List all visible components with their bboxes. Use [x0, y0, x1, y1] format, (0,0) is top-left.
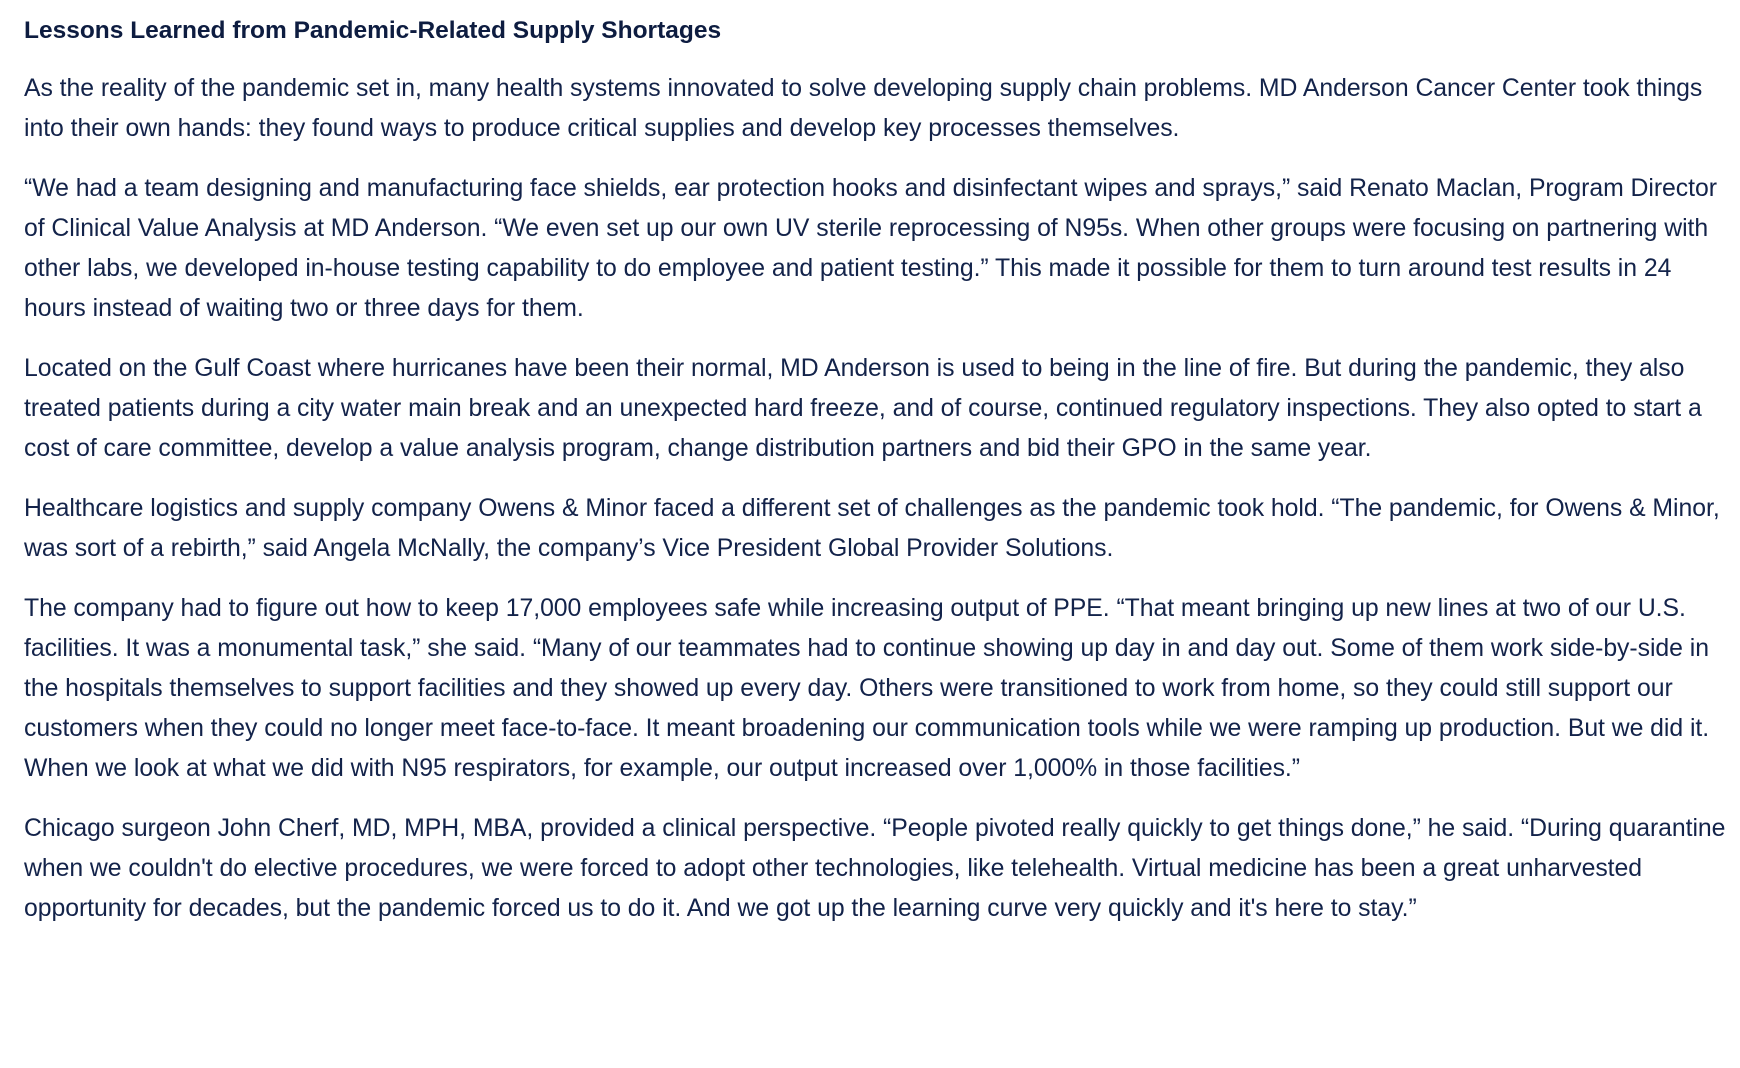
article-heading: Lessons Learned from Pandemic-Related Supply Shortages — [24, 17, 722, 44]
article-paragraph-4: Healthcare logistics and supply company Owens & Minor faced a different set of challenges as the pandemic took hold. “The pandemic, for Owens & Minor, was sort of a rebirth,” said Angela McNally, the company’s Vice President Global Provider Solutions. — [24, 495, 1720, 562]
article-paragraph-1: As the reality of the pandemic set in, many health systems innovated to solve developing supply chain problems. MD Anderson Cancer Center took things into their own hands: they found ways to produce critical supplies and develop key processes themselves. — [24, 75, 1703, 142]
article-paragraph-3: Located on the Gulf Coast where hurricanes have been their normal, MD Anderson is used to being in the line of fire. But during the pandemic, they also treated patients during a city water main break and an unexpected hard freeze, and of course, continued regulatory inspections. They also opted to start a cost of care committee, develop a value analysis program, change distribution partners and bid their GPO in the same year. — [24, 355, 1702, 462]
article-paragraph-6: Chicago surgeon John Cherf, MD, MPH, MBA, provided a clinical perspective. “People pivoted really quickly to get things done,” he said. “During quarantine when we couldn't do elective procedures, we were forced to adopt other technologies, like telehealth. Virtual medicine has been a great unharvested opportunity for decades, but the pandemic forced us to do it. And we got up the learning curve very quickly and it's here to stay.” — [24, 815, 1726, 922]
article-paragraph-5: The company had to figure out how to keep 17,000 employees safe while increasing output of PPE. “That meant bringing up new lines at two of our U.S. facilities. It was a monumental task,” she said. “Many of our teammates had to continue showing up day in and day out. Some of them work side-by-side in the hospitals themselves to support facilities and they showed up every day. Others were transitioned to work from home, so they could still support our customers when they could no longer meet face-to-face. It meant broadening our communication tools while we were ramping up production. But we did it. When we look at what we did with N95 respirators, for example, our output increased over 1,000% in those facilities.” — [24, 595, 1710, 782]
article-paragraph-2: “We had a team designing and manufacturing face shields, ear protection hooks and disinfectant wipes and sprays,” said Renato Maclan, Program Director of Clinical Value Analysis at MD Anderson. “We even set up our own UV sterile reprocessing of N95s. When other groups were focusing on partnering with other labs, we developed in-house testing capability to do employee and patient testing.” This made it possible for them to turn around test results in 24 hours instead of waiting two or three days for them. — [24, 175, 1717, 322]
article-body — [24, 14, 1734, 949]
